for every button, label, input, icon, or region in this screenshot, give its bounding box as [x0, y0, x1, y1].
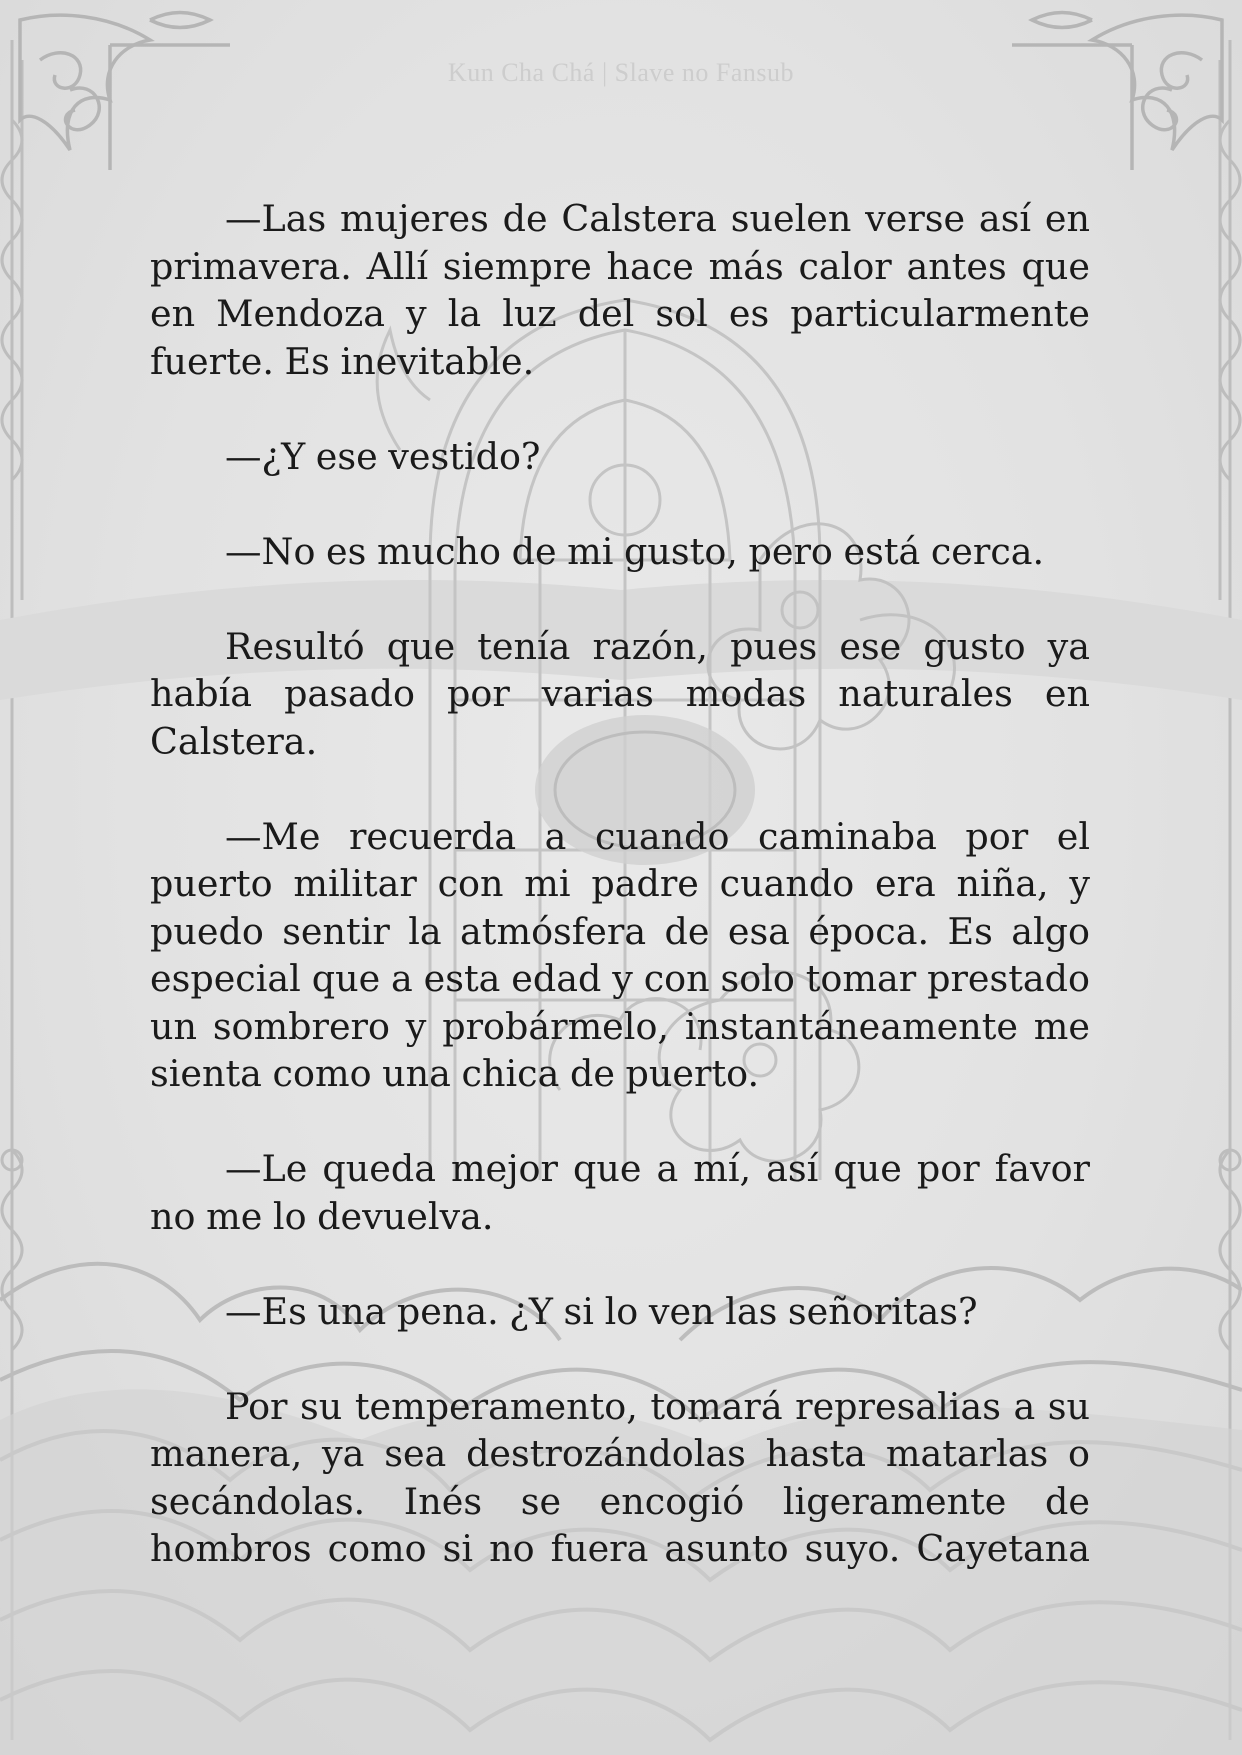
top-right-corner-ornament-icon	[1012, 13, 1222, 171]
paragraph: —Es una pena. ¿Y si lo ven las señoritas?	[225, 1289, 978, 1333]
paragraph: Por su temperamento, tomará represalias a su manera, ya sea destrozándolas hasta matarlas o secándolas. Inés se encogió ligeramente de hombros como si no fuera asunto suyo. Cayetana	[150, 1384, 1090, 1570]
paragraph: —Las mujeres de Calstera suelen verse así en primavera. Allí siempre hace más calor antes que en Mendoza y la luz del sol es particularmente fuerte. Es inevitable.	[150, 197, 1090, 383]
paragraph: —Le queda mejor que a mí, así que por favor no me lo devuelva.	[150, 1147, 1090, 1238]
paragraph: —Me recuerda a cuando caminaba por el puerto militar con mi padre cuando era niña, y puedo sentir la atmósfera de esa época. Es algo especial que a esta edad y con solo tomar prestado un sombrero y probármelo, instantáneamente me sienta como una chica de puerto.	[150, 814, 1090, 1095]
top-left-corner-ornament-icon	[20, 13, 230, 171]
paragraph: —¿Y ese vestido?	[225, 434, 541, 478]
paragraph: Resultó que tenía razón, pues ese gusto ya había pasado por varias modas naturales en Calstera.	[150, 624, 1090, 763]
body-text	[150, 195, 1090, 1573]
paragraph: —No es mucho de mi gusto, pero está cerca.	[225, 529, 1045, 573]
header-watermark: Kun Cha Chá | Slave no Fansub	[447, 58, 795, 87]
